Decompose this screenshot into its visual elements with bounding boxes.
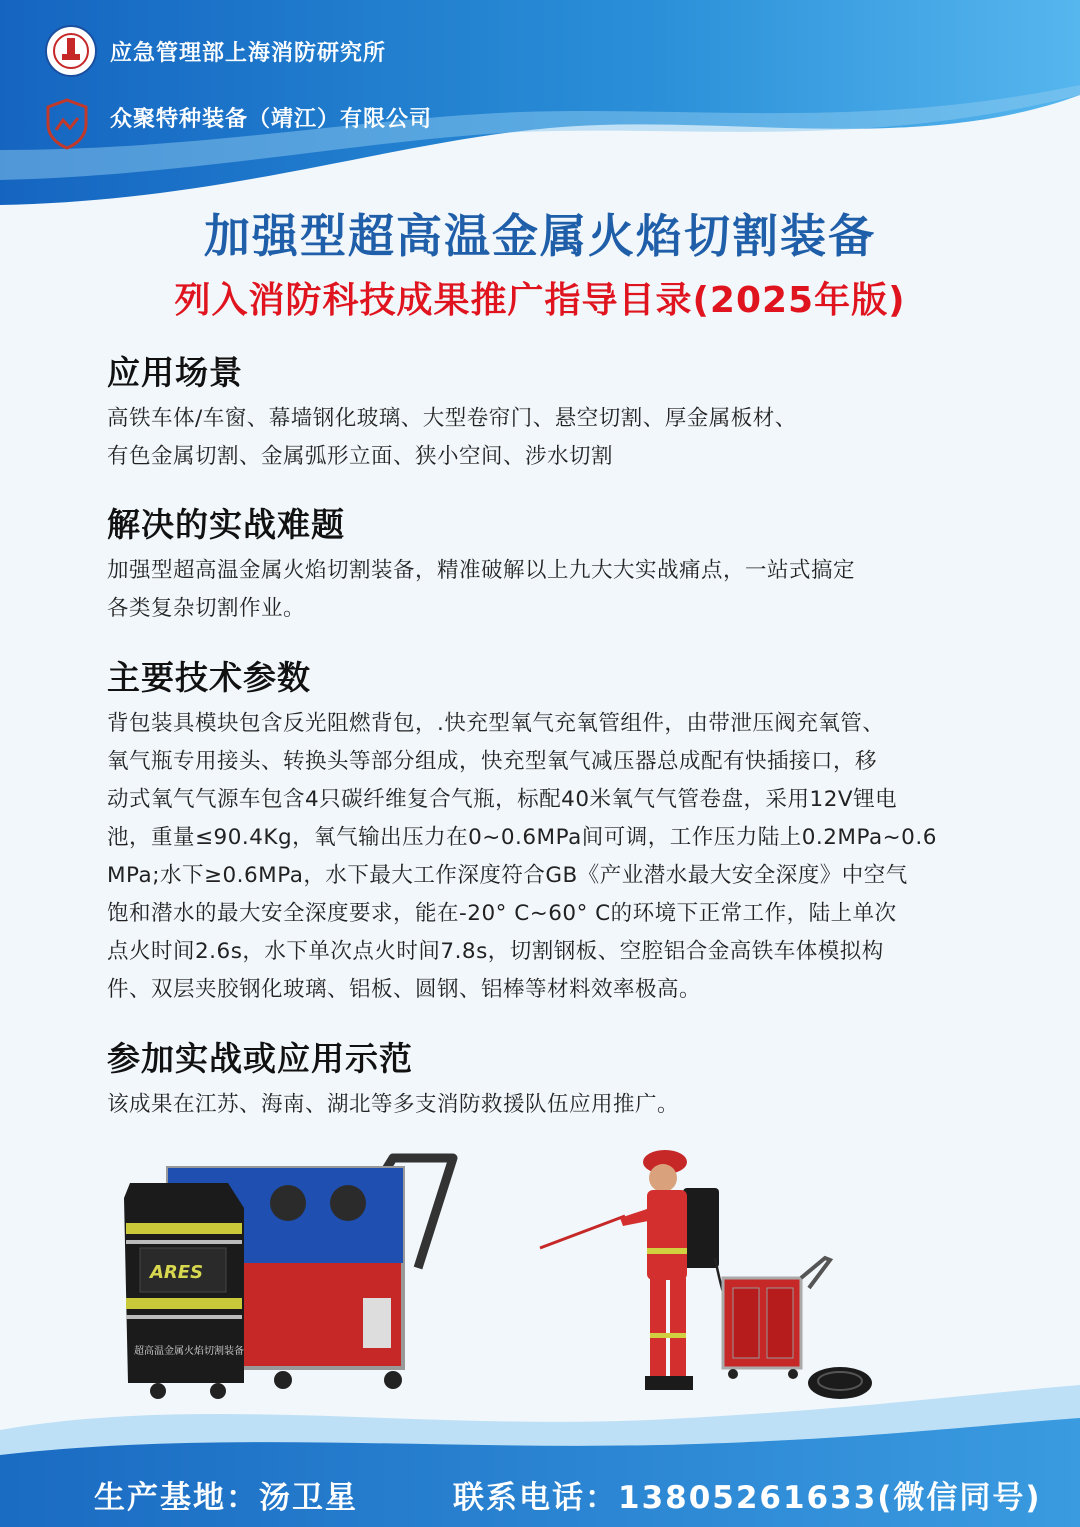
section-line: 高铁车体/车窗、幕墙钢化玻璃、大型卷帘门、悬空切割、厚金属板材、 [107, 406, 797, 431]
section-heading: 主要技术参数 [107, 658, 311, 697]
section-line: 有色金属切割、金属弧形立面、狭小空间、涉水切割 [107, 444, 614, 469]
company-shield-logo-icon [44, 98, 90, 150]
sub-title: 列入消防科技成果推广指导目录(2025年版) [174, 280, 906, 321]
org-name-company: 众聚特种装备（靖江）有限公司 [110, 107, 433, 132]
section-line: 池，重量≤90.4Kg，氧气输出压力在0~0.6MPa间可调，工作压力陆上0.2MPa~0.6 [107, 825, 937, 850]
section-line: 各类复杂切割作业。 [107, 596, 306, 621]
section-heading: 应用场景 [107, 353, 243, 392]
section-technical-params [107, 652, 987, 1009]
brand-label: ARES [150, 1262, 204, 1283]
section-application-scenes [107, 347, 1007, 476]
section-line: 饱和潜水的最大安全深度要求，能在-20° C~60° C的环境下正常工作，陆上单次 [107, 901, 897, 926]
section-line: 件、双层夹胶钢化玻璃、铝板、圆钢、铝棒等材料效率极高。 [107, 977, 702, 1002]
section-line: 动式氧气气源车包含4只碳纤维复合气瓶，标配40米氧气气管卷盘，采用12V锂电 [107, 787, 898, 812]
section-problems-solved [107, 499, 1007, 628]
section-heading: 参加实战或应用示范 [107, 1039, 413, 1078]
section-line: 点火时间2.6s，水下单次点火时间7.8s，切割钢板、空腔铝合金高铁车体模拟构 [107, 939, 884, 964]
section-line: 加强型超高温金属火焰切割装备，精准破解以上九大大实战痛点，一站式搞定 [107, 558, 856, 583]
org-name-institute: 应急管理部上海消防研究所 [110, 41, 387, 66]
contact-phone: 联系电话：13805261633(微信同号) [453, 1480, 1042, 1516]
main-title: 加强型超高温金属火焰切割装备 [204, 209, 876, 263]
product-photo-cart-backpack [118, 1148, 463, 1408]
product-photo-firefighter [535, 1148, 880, 1408]
section-line: 氧气瓶专用接头、转换头等部分组成，快充型氧气减压器总成配有快插接口，移 [107, 749, 878, 774]
section-line: MPa;水下≥0.6MPa，水下最大工作深度符合GB《产业潜水最大安全深度》中空气 [107, 863, 908, 888]
section-demonstration [107, 1033, 1007, 1124]
production-base: 生产基地：汤卫星 [94, 1480, 358, 1516]
section-line: 该成果在江苏、海南、湖北等多支消防救援队伍应用推广。 [107, 1092, 680, 1117]
bag-label: 超高温金属火焰切割装备 [134, 1346, 244, 1357]
section-line: 背包装具模块包含反光阻燃背包，.快充型氧气充氧管组件，由带泄压阀充氧管、 [107, 711, 885, 736]
section-heading: 解决的实战难题 [107, 505, 345, 544]
fire-institute-logo-icon [44, 24, 98, 78]
